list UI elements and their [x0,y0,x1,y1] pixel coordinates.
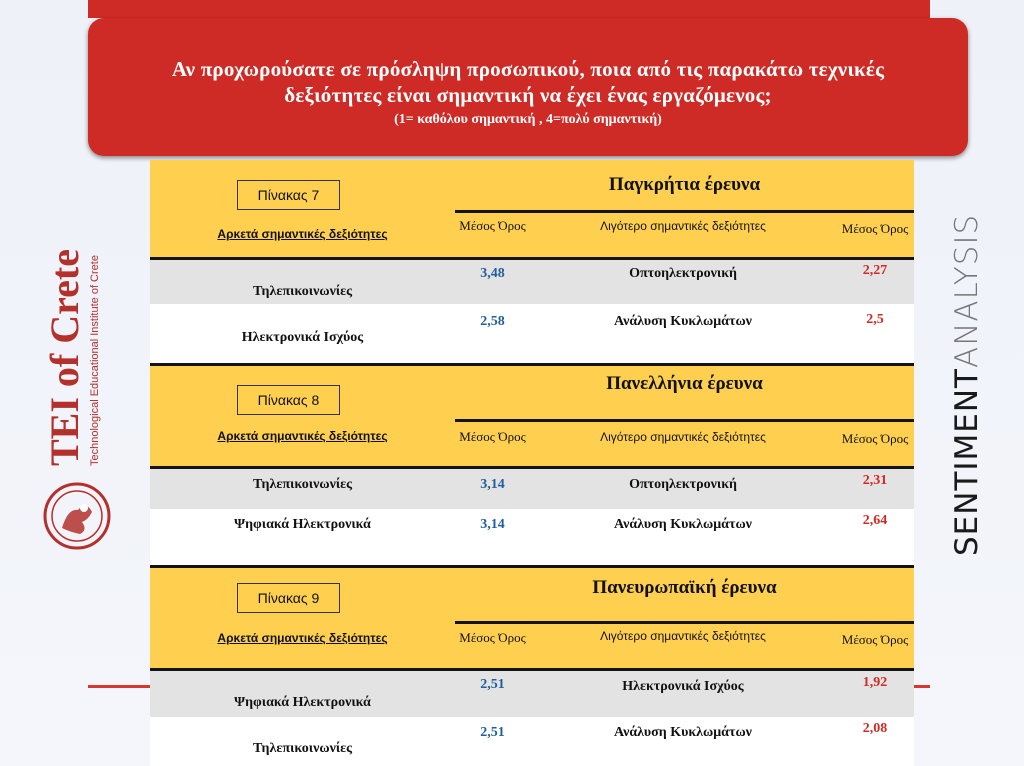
header-rule [455,419,914,422]
adequate-skill: Τηλεπικοινωνίες [252,284,353,299]
scale-note: (1= καθόλου σημαντική , 4=πολύ σημαντική) [394,112,662,127]
red-divider-right [914,685,930,688]
col-mean-header: Μέσος Όρος [459,429,526,444]
table-row [150,717,914,766]
col-less-header: Λιγότερο σημαντικές δεξιότητες [600,629,766,643]
table-row [150,260,914,304]
logo-subtitle: Technological Educational Institute of Crete [89,255,101,466]
less-mean: 2,27 [862,263,888,278]
adequate-skill: Τηλεπικοινωνίες [252,741,353,756]
table-label: Πίνακας 9 [237,583,340,613]
col-less-header: Λιγότερο σημαντικές δεξιότητες [600,430,766,444]
less-skill: Οπτοηλεκτρονική [629,477,737,492]
table-row [150,671,914,717]
col-adequate-header: Αρκετά σημαντικές δεξιότητες [217,227,388,241]
less-skill: Ανάλυση Κυκλωμάτων [614,725,752,740]
tei-crete-logo [28,208,123,558]
header-top-rule [150,565,914,568]
survey-title: Πανευρωπαϊκή έρευνα [592,577,777,598]
adequate-mean: 3,48 [480,266,505,281]
col-adequate-header: Αρκετά σημαντικές δεξιότητες [217,429,388,443]
less-skill: Οπτοηλεκτρονική [629,266,737,281]
question-line-2: δεξιότητες είναι σημαντική να έχει ένας εργαζόμενος; [284,83,772,107]
col-mean2-header: Μέσος Όρος [841,632,909,647]
adequate-mean: 2,51 [480,677,505,692]
adequate-skill: Τηλεπικοινωνίες [252,477,353,492]
red-divider-left [88,685,150,688]
adequate-mean: 2,51 [480,725,505,740]
survey-title: Παγκρήτια έρευνα [608,174,761,195]
less-skill: Ηλεκτρονικά Ισχύος [622,679,744,694]
col-mean-header: Μέσος Όρος [459,630,526,645]
table-row [150,469,914,509]
header-rule [455,210,914,213]
less-skill: Ανάλυση Κυκλωμάτων [614,517,752,532]
side-title-part1: SENTIMENT [949,368,985,556]
logo-wordmark [28,208,123,468]
question-banner [88,18,968,156]
table-row [150,304,914,358]
top-red-strip [88,0,930,18]
logo-name: TEI of Crete [42,249,87,466]
adequate-skill: Ηλεκτρονικά Ισχύος [241,330,364,345]
col-mean2-header: Μέσος Όρος [841,221,909,236]
less-mean: 2,31 [862,473,888,488]
question-line-1: Αν προχωρούσατε σε πρόσληψη προσωπικού, ποια από τις παρακάτω τεχνικές [171,57,885,81]
col-less-header: Λιγότερο σημαντικές δεξιότητες [600,219,766,233]
less-mean: 2,08 [862,721,888,736]
less-skill: Ανάλυση Κυκλωμάτων [614,314,752,329]
sentiment-analysis-title [947,186,987,556]
table-8 [150,363,914,560]
table-9 [150,565,914,766]
col-mean-header: Μέσος Όρος [459,218,526,233]
adequate-mean: 3,14 [480,477,505,492]
side-title-part2: ANALYSIS [949,213,985,368]
logo-seal-icon [42,480,112,552]
less-mean: 1,92 [862,675,888,690]
header-rule [455,621,914,624]
question-text [124,56,932,108]
table-label: Πίνακας 8 [237,385,340,415]
table-label: Πίνακας 7 [237,180,340,210]
header-top-rule [150,363,914,366]
table-7 [150,160,914,358]
adequate-skill: Ψηφιακά Ηλεκτρονικά [234,695,371,710]
adequate-skill: Ψηφιακά Ηλεκτρονικά [234,517,371,532]
col-adequate-header: Αρκετά σημαντικές δεξιότητες [217,631,388,645]
adequate-mean: 3,14 [480,517,505,532]
col-mean2-header: Μέσος Όρος [841,431,909,446]
adequate-mean: 2,58 [480,314,505,329]
tables-area [150,160,914,766]
less-mean: 2,5 [866,312,884,327]
table-row [150,509,914,560]
less-mean: 2,64 [862,513,888,528]
survey-title: Πανελλήνια έρευνα [606,373,763,394]
